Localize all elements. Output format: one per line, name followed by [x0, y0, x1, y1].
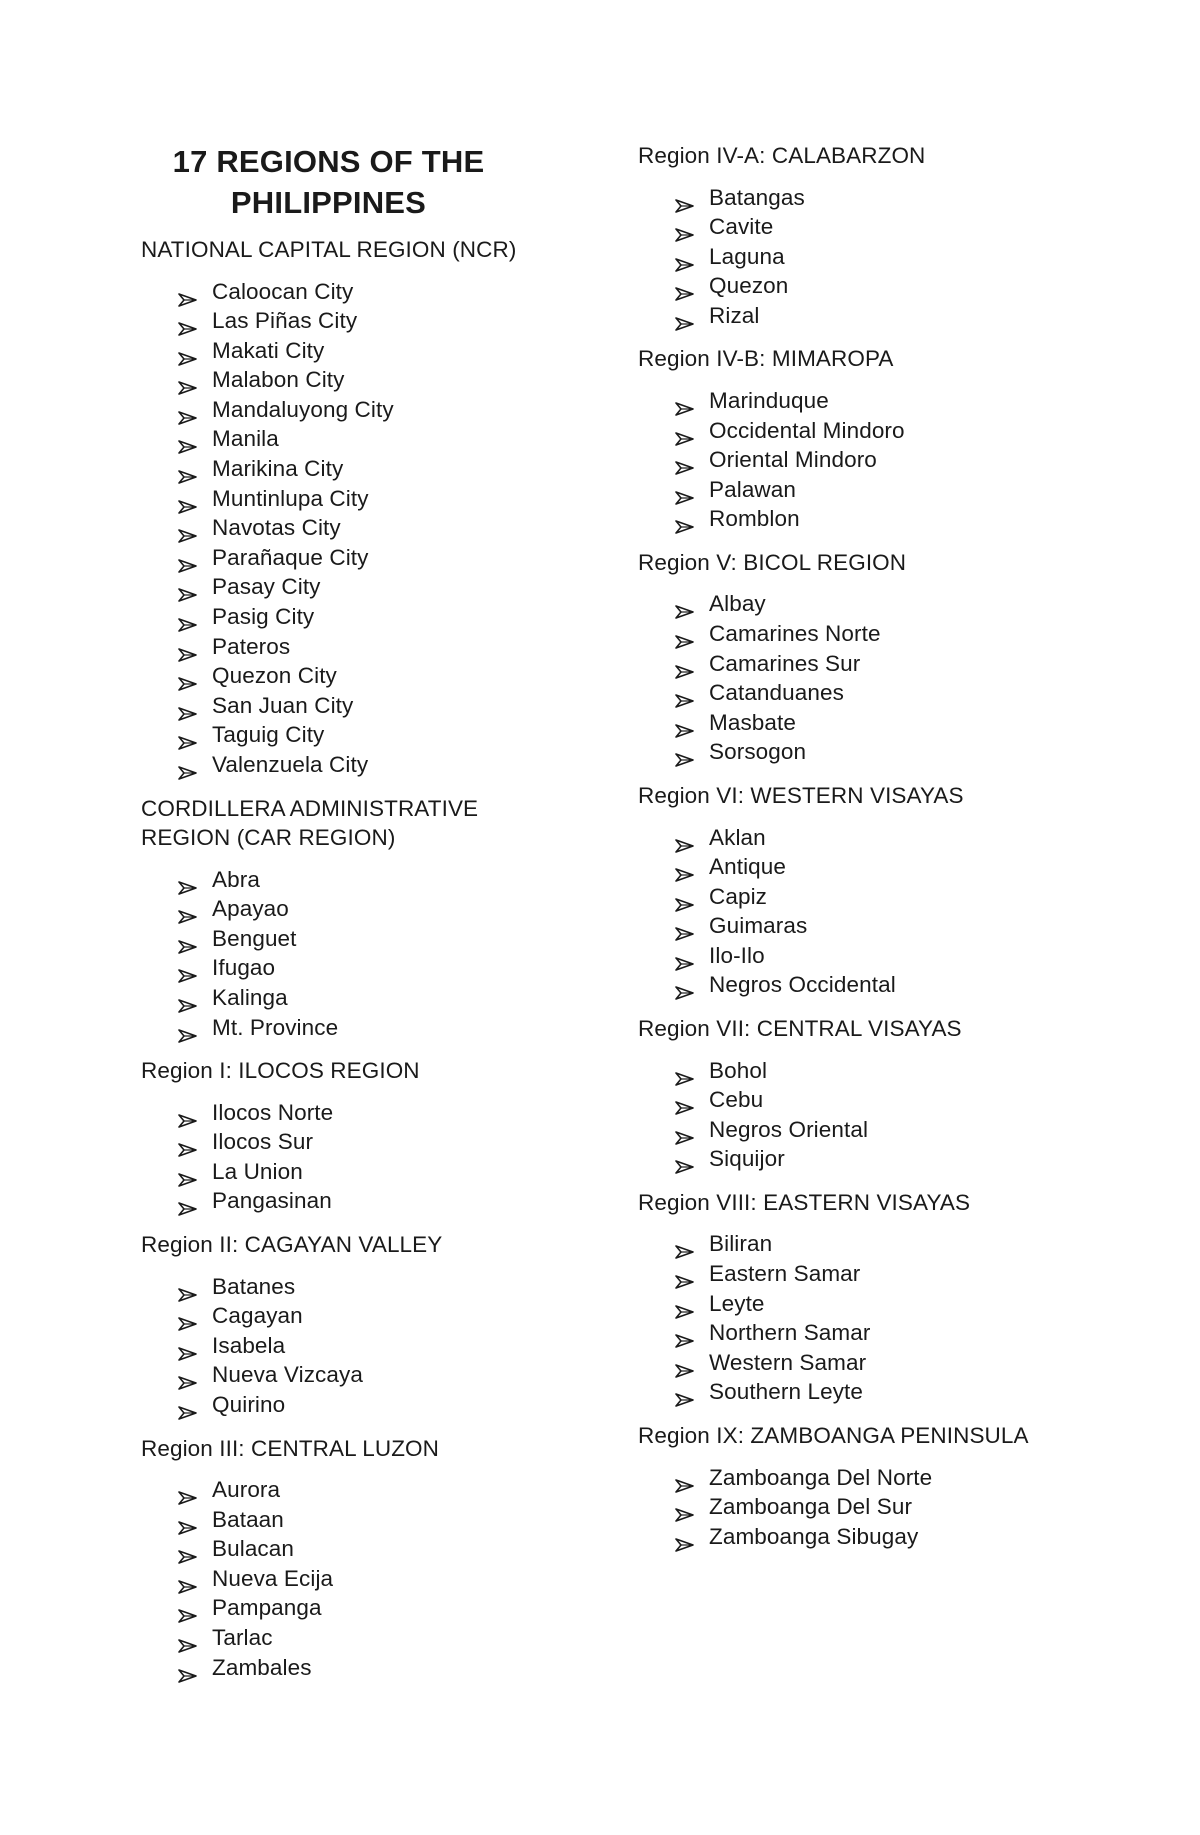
- list-item-label: Batangas: [709, 184, 805, 210]
- arrow-bullet-icon: [675, 309, 694, 323]
- list-item-label: Muntinlupa City: [212, 485, 369, 511]
- arrow-bullet-icon: [178, 1542, 197, 1556]
- list-item-label: Biliran: [709, 1231, 773, 1257]
- list-item: [675, 882, 1098, 912]
- list-item: [675, 1229, 1098, 1259]
- list-item-label: Taguig City: [212, 722, 325, 748]
- list-item-label: Bohol: [709, 1057, 768, 1083]
- list-item: [178, 1127, 561, 1157]
- list-item-label: Marikina City: [212, 456, 344, 482]
- list-item-label: Aklan: [709, 824, 766, 850]
- list-item: [675, 1056, 1098, 1086]
- list-item: [675, 1463, 1098, 1493]
- arrow-bullet-icon: [675, 657, 694, 671]
- list-item: [675, 970, 1098, 1000]
- arrow-bullet-icon: [675, 394, 694, 408]
- list-item-label: Leyte: [709, 1290, 765, 1316]
- list-item: [178, 543, 561, 573]
- title-line-1: 17 REGIONS OF THE: [172, 144, 485, 179]
- list-item: [675, 475, 1098, 505]
- list-item: [178, 750, 561, 780]
- list-item: [178, 983, 561, 1013]
- list-item-label: Pateros: [212, 633, 291, 659]
- list-item-label: Northern Samar: [709, 1320, 871, 1346]
- list-item: [675, 504, 1098, 534]
- arrow-bullet-icon: [178, 1572, 197, 1586]
- list-item: [178, 1098, 561, 1128]
- arrow-bullet-icon: [675, 919, 694, 933]
- arrow-bullet-icon: [178, 758, 197, 772]
- province-list: [141, 1272, 561, 1420]
- region-section: [141, 794, 561, 1043]
- region-heading: NATIONAL CAPITAL REGION (NCR): [141, 237, 517, 262]
- list-item: [178, 1013, 561, 1043]
- list-item-label: Palawan: [709, 476, 797, 502]
- list-item-label: Negros Oriental: [709, 1116, 869, 1142]
- arrow-bullet-icon: [178, 873, 197, 887]
- list-item-label: Pampanga: [212, 1595, 322, 1621]
- arrow-bullet-icon: [675, 1297, 694, 1311]
- list-item-label: Zamboanga Del Sur: [709, 1494, 913, 1520]
- list-item-label: Capiz: [709, 883, 768, 909]
- list-item: [178, 395, 561, 425]
- list-item-label: Nueva Ecija: [212, 1565, 334, 1591]
- left-column: [141, 138, 561, 1696]
- list-item: [178, 572, 561, 602]
- list-item-label: Ifugao: [212, 955, 276, 981]
- region-heading: Region VII: CENTRAL VISAYAS: [638, 1016, 962, 1042]
- list-item-label: Southern Leyte: [709, 1379, 864, 1405]
- list-item-label: Manila: [212, 426, 279, 452]
- arrow-bullet-icon: [178, 699, 197, 713]
- arrow-bullet-icon: [178, 432, 197, 446]
- arrow-bullet-icon: [675, 1530, 694, 1544]
- list-item-label: Benguet: [212, 925, 297, 951]
- list-item: [178, 454, 561, 484]
- list-item-label: Mt. Province: [212, 1014, 339, 1040]
- list-item: [675, 911, 1098, 941]
- arrow-bullet-icon: [178, 462, 197, 476]
- region-heading: Region V: BICOL REGION: [638, 549, 907, 575]
- arrow-bullet-icon: [178, 1601, 197, 1615]
- list-item-label: Guimaras: [709, 913, 808, 939]
- region-section: [141, 1056, 561, 1216]
- province-list: [638, 1463, 1098, 1552]
- list-item-label: Rizal: [709, 302, 760, 328]
- arrow-bullet-icon: [675, 1385, 694, 1399]
- region-heading: Region I: ILOCOS REGION: [141, 1058, 420, 1084]
- list-item: [675, 416, 1098, 446]
- list-item: [675, 678, 1098, 708]
- list-item: [178, 336, 561, 366]
- list-item: [675, 1522, 1098, 1552]
- right-column: [638, 141, 1098, 1565]
- province-list: [638, 386, 1098, 534]
- arrow-bullet-icon: [675, 191, 694, 205]
- list-item-label: Zamboanga Del Norte: [709, 1464, 933, 1490]
- list-item-label: Abra: [212, 866, 260, 892]
- list-item-label: Western Samar: [709, 1349, 867, 1375]
- list-item: [675, 242, 1098, 272]
- list-item-label: Marinduque: [709, 387, 829, 413]
- arrow-bullet-icon: [178, 1631, 197, 1645]
- arrow-bullet-icon: [178, 669, 197, 683]
- arrow-bullet-icon: [178, 344, 197, 358]
- list-item: [675, 1085, 1098, 1115]
- list-item-label: Quirino: [212, 1391, 286, 1417]
- list-item: [675, 1377, 1098, 1407]
- list-item-label: Eastern Samar: [709, 1261, 861, 1287]
- list-item: [675, 1115, 1098, 1145]
- province-list: [141, 865, 561, 1043]
- list-item: [675, 852, 1098, 882]
- arrow-bullet-icon: [178, 991, 197, 1005]
- list-item: [178, 691, 561, 721]
- arrow-bullet-icon: [675, 220, 694, 234]
- list-item: [178, 277, 561, 307]
- arrow-bullet-icon: [178, 640, 197, 654]
- list-item: [675, 1144, 1098, 1174]
- list-item-label: Cagayan: [212, 1303, 303, 1329]
- list-item-label: Negros Occidental: [709, 972, 896, 998]
- list-item-label: La Union: [212, 1158, 303, 1184]
- list-item-label: Las Piñas City: [212, 308, 358, 334]
- list-item-label: Aurora: [212, 1477, 281, 1502]
- list-item-label: Mandaluyong City: [212, 396, 394, 422]
- arrow-bullet-icon: [675, 1267, 694, 1281]
- arrow-bullet-icon: [178, 932, 197, 946]
- list-item-label: Quezon City: [212, 663, 337, 689]
- arrow-bullet-icon: [178, 1165, 197, 1179]
- list-item: [178, 865, 561, 895]
- list-item-label: Ilocos Norte: [212, 1099, 334, 1125]
- arrow-bullet-icon: [675, 1237, 694, 1251]
- region-section: [141, 1434, 561, 1683]
- arrow-bullet-icon: [675, 949, 694, 963]
- arrow-bullet-icon: [178, 610, 197, 624]
- list-item: [675, 941, 1098, 971]
- arrow-bullet-icon: [178, 1398, 197, 1412]
- list-item: [675, 183, 1098, 213]
- arrow-bullet-icon: [178, 492, 197, 506]
- list-item: [178, 632, 561, 662]
- arrow-bullet-icon: [178, 961, 197, 975]
- list-item-label: Sorsogon: [709, 739, 807, 765]
- arrow-bullet-icon: [675, 1356, 694, 1370]
- province-list: [141, 1098, 561, 1216]
- arrow-bullet-icon: [675, 890, 694, 904]
- list-item-label: Navotas City: [212, 515, 341, 541]
- list-item: [178, 1475, 561, 1505]
- list-item-label: Oriental Mindoro: [709, 447, 877, 473]
- arrow-bullet-icon: [178, 1280, 197, 1294]
- province-list: [638, 1229, 1098, 1407]
- list-item: [675, 1348, 1098, 1378]
- list-item: [675, 386, 1098, 416]
- arrow-bullet-icon: [178, 902, 197, 916]
- list-item-label: Masbate: [709, 709, 796, 735]
- region-heading: Region II: CAGAYAN VALLEY: [141, 1232, 443, 1258]
- list-item: [675, 737, 1098, 767]
- list-item: [178, 720, 561, 750]
- list-item: [178, 306, 561, 336]
- region-heading: Region III: CENTRAL LUZON: [141, 1435, 439, 1461]
- list-item: [178, 484, 561, 514]
- province-list: [638, 589, 1098, 767]
- list-item-label: Zambales: [212, 1654, 312, 1680]
- list-item: [178, 1157, 561, 1187]
- arrow-bullet-icon: [178, 1135, 197, 1149]
- arrow-bullet-icon: [178, 1661, 197, 1675]
- arrow-bullet-icon: [178, 373, 197, 387]
- arrow-bullet-icon: [178, 403, 197, 417]
- list-item: [178, 1653, 561, 1683]
- list-item: [675, 1289, 1098, 1319]
- arrow-bullet-icon: [178, 521, 197, 535]
- list-item-label: Camarines Norte: [709, 621, 881, 647]
- list-item-label: Catanduanes: [709, 680, 844, 706]
- arrow-bullet-icon: [178, 1483, 197, 1497]
- list-item: [178, 365, 561, 395]
- arrow-bullet-icon: [178, 1513, 197, 1527]
- list-item-label: Romblon: [709, 506, 800, 532]
- list-item: [675, 708, 1098, 738]
- list-item: [178, 1272, 561, 1302]
- list-item: [178, 513, 561, 543]
- province-list: [638, 183, 1098, 331]
- province-list: [638, 1056, 1098, 1174]
- list-item: [675, 212, 1098, 242]
- province-list: [141, 277, 561, 780]
- list-item: [178, 1623, 561, 1653]
- list-item: [178, 1331, 561, 1361]
- region-section: [141, 235, 561, 780]
- list-item: [178, 1593, 561, 1623]
- arrow-bullet-icon: [675, 512, 694, 526]
- list-item-label: Kalinga: [212, 984, 288, 1010]
- arrow-bullet-icon: [675, 279, 694, 293]
- region-section: [638, 781, 1098, 1000]
- region-heading: Region VIII: EASTERN VISAYAS: [638, 1189, 971, 1215]
- list-item: [675, 301, 1098, 331]
- arrow-bullet-icon: [178, 1194, 197, 1208]
- list-item-label: Occidental Mindoro: [709, 417, 905, 443]
- list-item: [178, 1564, 561, 1594]
- list-item: [675, 823, 1098, 853]
- list-item-label: Nueva Vizcaya: [212, 1362, 363, 1388]
- list-item-label: Apayao: [212, 896, 289, 922]
- list-item-label: Pasig City: [212, 604, 315, 630]
- list-item: [675, 589, 1098, 619]
- list-item-label: Laguna: [709, 243, 785, 269]
- region-heading: Region IX: ZAMBOANGA PENINSULA: [638, 1423, 1029, 1448]
- list-item: [675, 271, 1098, 301]
- arrow-bullet-icon: [675, 250, 694, 264]
- list-item-label: Camarines Sur: [709, 650, 861, 676]
- province-list: [638, 823, 1098, 1001]
- arrow-bullet-icon: [675, 745, 694, 759]
- region-heading: Region IV-B: MIMAROPA: [638, 346, 894, 372]
- arrow-bullet-icon: [675, 686, 694, 700]
- region-section: [638, 141, 1098, 330]
- region-heading: Region VI: WESTERN VISAYAS: [638, 783, 964, 808]
- list-item-label: Batanes: [212, 1273, 296, 1299]
- list-item-label: Isabela: [212, 1332, 286, 1358]
- province-list: [141, 1475, 561, 1682]
- list-item-label: Valenzuela City: [212, 752, 369, 777]
- list-item-label: Ilocos Sur: [212, 1129, 314, 1155]
- list-item-label: Bataan: [212, 1506, 284, 1532]
- region-section: [638, 548, 1098, 767]
- left-section-list: [141, 235, 561, 1682]
- region-section: [638, 344, 1098, 533]
- arrow-bullet-icon: [675, 978, 694, 992]
- arrow-bullet-icon: [178, 1309, 197, 1323]
- list-item-label: Pangasinan: [212, 1188, 332, 1214]
- list-item-label: Cavite: [709, 214, 774, 240]
- list-item: [178, 1505, 561, 1535]
- arrow-bullet-icon: [178, 1106, 197, 1120]
- arrow-bullet-icon: [675, 1093, 694, 1107]
- list-item-label: Siquijor: [709, 1146, 785, 1172]
- list-item: [178, 924, 561, 954]
- arrow-bullet-icon: [178, 1339, 197, 1353]
- title-line-2: PHILIPPINES: [230, 185, 427, 220]
- right-section-list: [638, 141, 1098, 1551]
- arrow-bullet-icon: [675, 1152, 694, 1166]
- list-item-label: Makati City: [212, 337, 325, 363]
- region-section: [141, 1230, 561, 1419]
- region-section: [638, 1188, 1098, 1407]
- arrow-bullet-icon: [675, 1471, 694, 1485]
- region-heading: CORDILLERA ADMINISTRATIVE REGION (CAR REGION): [141, 795, 479, 851]
- arrow-bullet-icon: [675, 860, 694, 874]
- region-section: [638, 1014, 1098, 1174]
- list-item-label: Zamboanga Sibugay: [709, 1523, 919, 1549]
- arrow-bullet-icon: [675, 483, 694, 497]
- region-heading: Region IV-A: CALABARZON: [638, 143, 926, 168]
- arrow-bullet-icon: [675, 627, 694, 641]
- arrow-bullet-icon: [675, 1123, 694, 1137]
- list-item-label: San Juan City: [212, 692, 354, 718]
- list-item-label: Quezon: [709, 273, 789, 299]
- list-item-label: Malabon City: [212, 367, 345, 393]
- list-item: [178, 953, 561, 983]
- list-item: [675, 619, 1098, 649]
- list-item-label: Albay: [709, 591, 766, 617]
- arrow-bullet-icon: [178, 580, 197, 594]
- arrow-bullet-icon: [675, 831, 694, 845]
- list-item: [178, 1534, 561, 1564]
- arrow-bullet-icon: [675, 1326, 694, 1340]
- arrow-bullet-icon: [178, 551, 197, 565]
- arrow-bullet-icon: [675, 1500, 694, 1514]
- list-item: [675, 649, 1098, 679]
- list-item: [178, 1390, 561, 1420]
- list-item: [675, 445, 1098, 475]
- list-item: [178, 1301, 561, 1331]
- list-item-label: Tarlac: [212, 1624, 273, 1650]
- document-title: [141, 141, 516, 223]
- arrow-bullet-icon: [178, 728, 197, 742]
- list-item: [178, 1186, 561, 1216]
- arrow-bullet-icon: [675, 424, 694, 438]
- list-item: [675, 1318, 1098, 1348]
- region-section: [638, 1421, 1098, 1551]
- list-item-label: Cebu: [709, 1087, 764, 1113]
- list-item-label: Bulacan: [212, 1536, 295, 1562]
- list-item: [675, 1259, 1098, 1289]
- arrow-bullet-icon: [675, 1064, 694, 1078]
- list-item-label: Caloocan City: [212, 278, 354, 304]
- list-item: [178, 1360, 561, 1390]
- arrow-bullet-icon: [178, 314, 197, 328]
- arrow-bullet-icon: [675, 597, 694, 611]
- list-item-label: Pasay City: [212, 574, 321, 600]
- list-item: [178, 602, 561, 632]
- arrow-bullet-icon: [178, 1368, 197, 1382]
- arrow-bullet-icon: [178, 285, 197, 299]
- list-item: [178, 424, 561, 454]
- list-item: [178, 894, 561, 924]
- arrow-bullet-icon: [178, 1021, 197, 1035]
- list-item-label: Ilo-Ilo: [709, 942, 765, 968]
- list-item: [675, 1492, 1098, 1522]
- list-item-label: Antique: [709, 854, 787, 880]
- arrow-bullet-icon: [675, 453, 694, 467]
- list-item: [178, 661, 561, 691]
- arrow-bullet-icon: [675, 716, 694, 730]
- list-item-label: Parañaque City: [212, 544, 369, 570]
